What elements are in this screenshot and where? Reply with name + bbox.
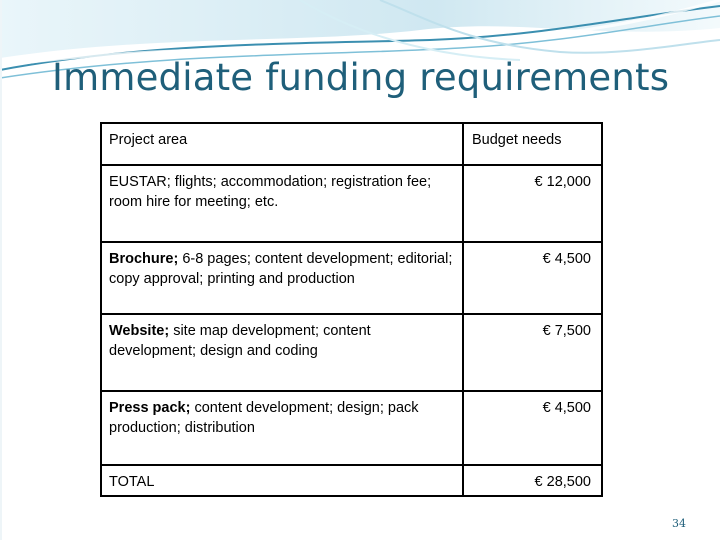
total-amount-cell: € 28,500 (463, 465, 602, 496)
area-label: EUSTAR (109, 174, 167, 190)
project-area-cell (101, 242, 463, 314)
area-details: ; flights; accommodation; registration fee; room hire for meeting; etc. (109, 174, 432, 210)
area-label: Website; (109, 323, 170, 339)
column-header-project-area: Project area (101, 123, 463, 165)
table-header-row (101, 123, 602, 165)
area-details: site map development; content development; design and coding (109, 323, 371, 359)
page-number: 34 (672, 517, 686, 530)
project-area-cell (101, 165, 463, 242)
project-area-cell (101, 391, 463, 465)
area-details: 6-8 pages; content development; editorial; copy approval; printing and production (109, 251, 453, 287)
area-label: Brochure; (109, 251, 179, 267)
budget-cell: € 7,500 (463, 314, 602, 391)
table-row (101, 165, 602, 242)
budget-cell: € 4,500 (463, 391, 602, 465)
budget-table (100, 122, 603, 497)
table-row (101, 242, 602, 314)
left-edge-tint (0, 0, 2, 540)
budget-cell: € 12,000 (463, 165, 602, 242)
column-header-budget-needs: Budget needs (463, 123, 602, 165)
area-details: content development; design; pack production; distribution (109, 400, 419, 436)
project-area-cell (101, 314, 463, 391)
slide-title: Immediate funding requirements (52, 56, 670, 99)
total-row (101, 465, 602, 496)
table-row (101, 314, 602, 391)
budget-cell: € 4,500 (463, 242, 602, 314)
area-label: Press pack; (109, 400, 191, 416)
table-row (101, 391, 602, 465)
total-label-cell: TOTAL (101, 465, 463, 496)
